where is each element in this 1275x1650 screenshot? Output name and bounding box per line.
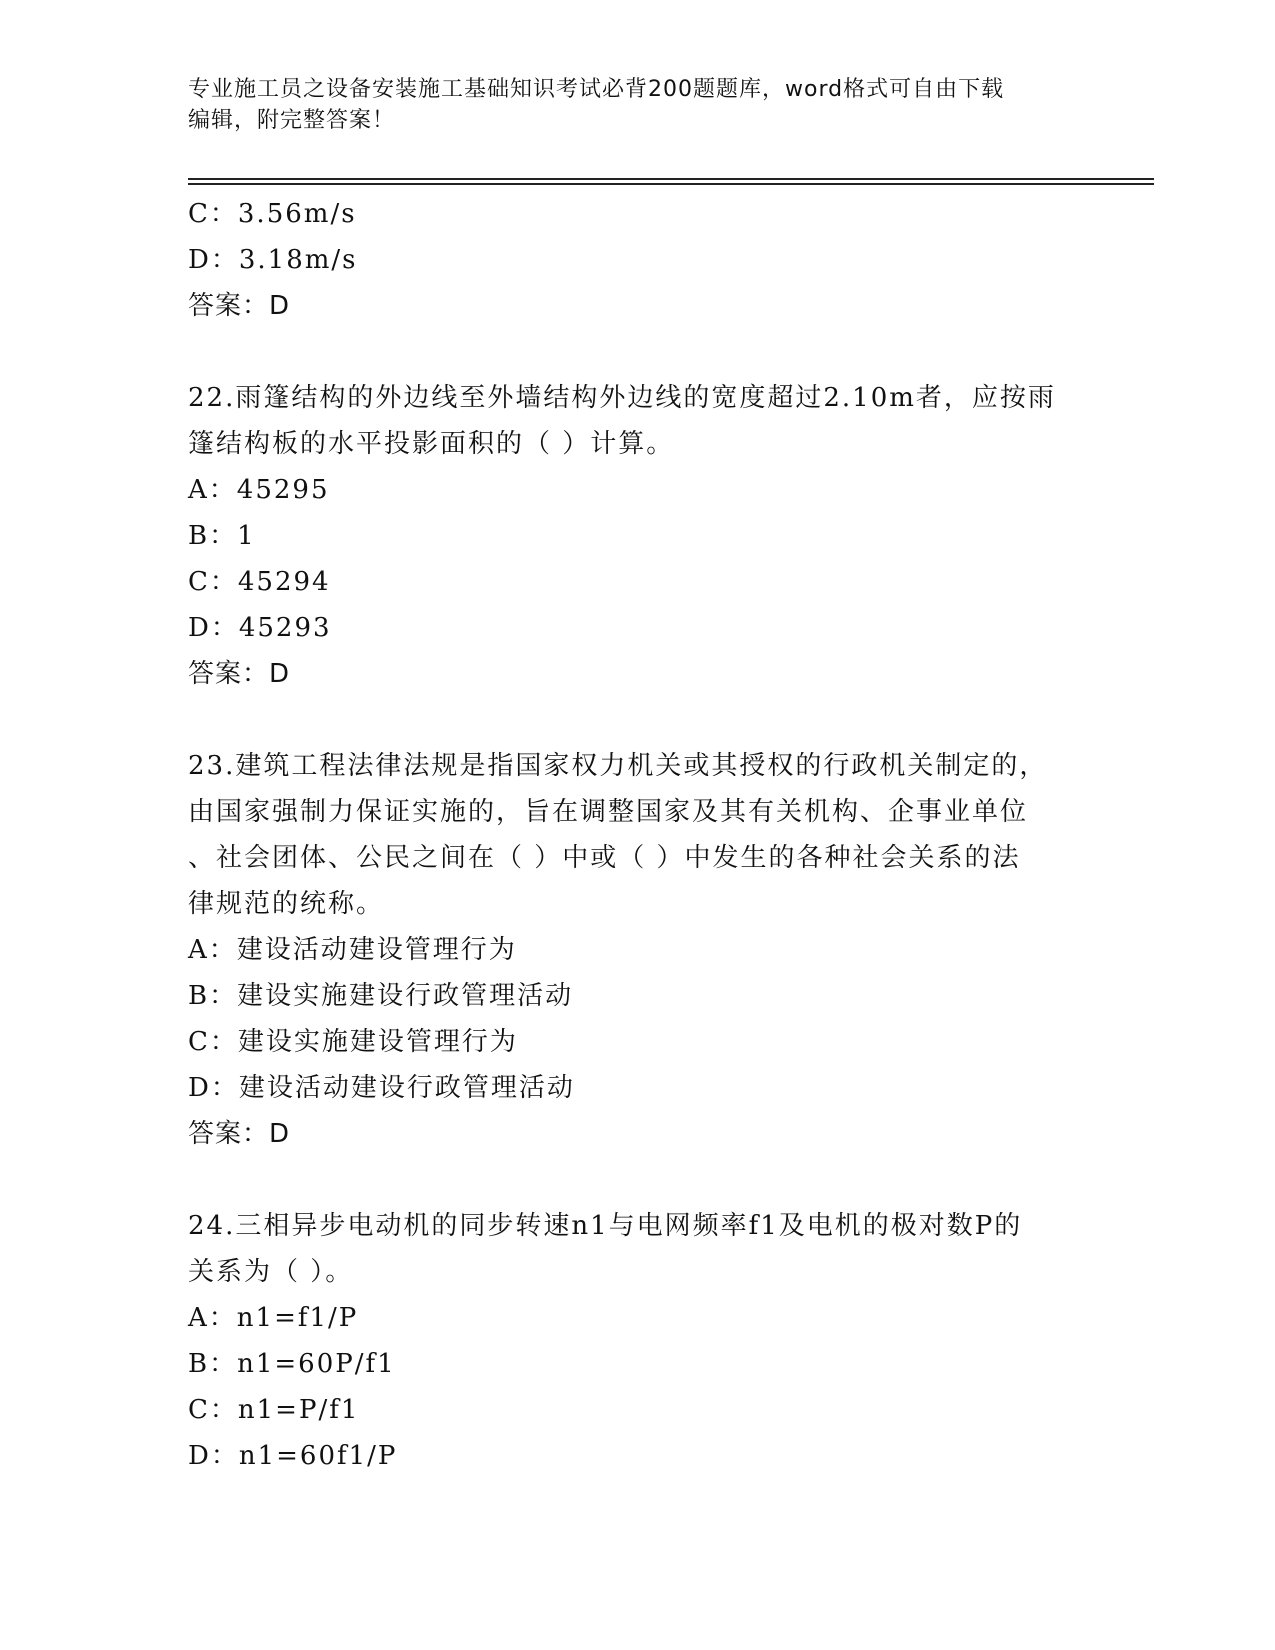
question-text (188, 1203, 1088, 1295)
option-c: C：n1=P/f1 (188, 1395, 360, 1425)
question-line: 律规范的统称。 (188, 889, 385, 919)
option-d: D：3.18m/s (188, 245, 358, 275)
spacer (188, 697, 1088, 743)
answer-line: 答案：D (188, 291, 291, 321)
question-line: 由国家强制力保证实施的，旨在调整国家及其有关机构、企事业单位 (188, 797, 1029, 827)
header-line-1: 专业施工员之设备安装施工基础知识考试必背200题题库，word格式可自由下载 (188, 77, 1005, 102)
option-d: D：45293 (188, 613, 332, 643)
header-line-2: 编辑，附完整答案！ (188, 108, 396, 133)
question-line: 篷结构板的水平投影面积的（ ）计算。 (188, 429, 675, 459)
header-rule-bottom (188, 183, 1154, 185)
question-text (188, 375, 1088, 467)
question-line: 24.三相异步电动机的同步转速n1与电网频率f1及电机的极对数P的 (188, 1211, 1023, 1241)
question-24 (188, 1203, 1088, 1479)
spacer (188, 329, 1088, 375)
question-line: 22.雨篷结构的外边线至外墙结构外边线的宽度超过2.10m者，应按雨 (188, 383, 1056, 413)
option-b: B：n1=60P/f1 (188, 1349, 396, 1379)
question-line: 、社会团体、公民之间在（ ）中或（ ）中发生的各种社会关系的法 (188, 843, 1021, 873)
option-d: D：n1=60f1/P (188, 1441, 398, 1471)
option-b: B：建设实施建设行政管理活动 (188, 981, 574, 1011)
question-line: 关系为（ ）。 (188, 1257, 354, 1287)
spacer (188, 1157, 1088, 1203)
answer-line: 答案：D (188, 1119, 291, 1149)
option-a: A：建设活动建设管理行为 (188, 935, 517, 965)
option-c: C：3.56m/s (188, 199, 357, 229)
option-a: A：45295 (188, 475, 330, 505)
option-c: C：建设实施建设管理行为 (188, 1027, 518, 1057)
document-header (188, 74, 1088, 136)
option-b: B：1 (188, 521, 256, 551)
option-a: A：n1=f1/P (188, 1303, 359, 1333)
option-d: D：建设活动建设行政管理活动 (188, 1073, 575, 1103)
question-22 (188, 375, 1088, 697)
document-body (188, 191, 1088, 1479)
prev-question-block (188, 191, 1088, 329)
option-c: C：45294 (188, 567, 331, 597)
question-text (188, 743, 1088, 927)
header-rule-top (188, 178, 1154, 180)
answer-line: 答案：D (188, 659, 291, 689)
question-line: 23.建筑工程法律法规是指国家权力机关或其授权的行政机关制定的， (188, 751, 1048, 781)
question-23 (188, 743, 1088, 1157)
